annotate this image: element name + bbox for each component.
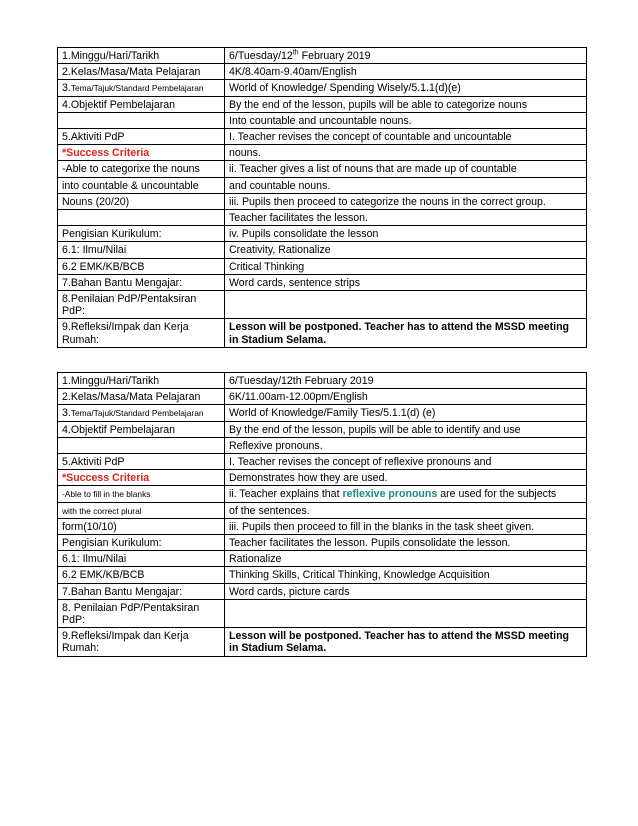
row-value: Teacher facilitates the lesson. Pupils consolidate the lesson. [225,535,587,551]
table-row [58,112,587,128]
row-label: 6.1: Ilmu/Nilai [58,242,225,258]
table-row [58,437,587,453]
table-row [58,48,587,64]
row-value: 4K/8.40am-9.40am/English [225,64,587,80]
table-row [58,193,587,209]
row-value: Reflexive pronouns. [225,437,587,453]
table-row [58,210,587,226]
table-row [58,470,587,486]
table-row [58,567,587,583]
row-value: I. Teacher revises the concept of countable and uncountable [225,129,587,145]
table-row [58,80,587,96]
table-row [58,291,587,319]
row-value: 6/Tuesday/12th February 2019 [225,373,587,389]
row-value: Word cards, picture cards [225,583,587,599]
row-label: 6.2 EMK/KB/BCB [58,258,225,274]
row-label: into countable & uncountable [58,177,225,193]
table-row [58,518,587,534]
row-label: 9.Refleksi/Impak dan Kerja Rumah: [58,628,225,656]
row-value: of the sentences. [225,502,587,518]
row-label: 3.Tema/Tajuk/Standard Pembelajaran [58,80,225,96]
table-row [58,486,587,502]
row-label: form(10/10) [58,518,225,534]
table-row [58,319,587,347]
row-label: 6.2 EMK/KB/BCB [58,567,225,583]
row-label: 4.Objektif Pembelajaran [58,421,225,437]
reflexive-pronouns-highlight: reflexive pronouns [342,488,438,501]
row-label: 2.Kelas/Masa/Mata Pelajaran [58,64,225,80]
table-row [58,628,587,656]
row-label: 4.Objektif Pembelajaran [58,96,225,112]
row-label: 1.Minggu/Hari/Tarikh [58,48,225,64]
table-row [58,129,587,145]
row-value: By the end of the lesson, pupils will be able to categorize nouns [225,96,587,112]
row-value: Creativity, Rationalize [225,242,587,258]
row-value: Thinking Skills, Critical Thinking, Knowledge Acquisition [225,567,587,583]
row-value: Word cards, sentence strips [225,274,587,290]
row-value: Teacher facilitates the lesson. [225,210,587,226]
row-label: 1.Minggu/Hari/Tarikh [58,373,225,389]
table-row [58,502,587,518]
row-value: 6/Tuesday/12th February 2019 [225,48,587,64]
table-row [58,535,587,551]
row-value: Into countable and uncountable nouns. [225,112,587,128]
row-label: 7.Bahan Bantu Mengajar: [58,274,225,290]
table-row [58,177,587,193]
table-row [58,161,587,177]
lesson-plan-table-2 [57,372,587,657]
row-label [58,210,225,226]
table-row [58,64,587,80]
row-label: 2.Kelas/Masa/Mata Pelajaran [58,389,225,405]
row-label: Pengisian Kurikulum: [58,535,225,551]
row-value: Demonstrates how they are used. [225,470,587,486]
table-row [58,583,587,599]
table-row [58,389,587,405]
row-value [225,291,587,319]
row-label: 8.Penilaian PdP/Pentaksiran PdP: [58,291,225,319]
table-row [58,226,587,242]
row-label [58,112,225,128]
row-value [225,599,587,627]
row-value: By the end of the lesson, pupils will be able to identify and use [225,421,587,437]
row-value: Rationalize [225,551,587,567]
success-criteria-label: *Success Criteria [58,145,225,161]
table-row [58,258,587,274]
row-value: nouns. [225,145,587,161]
row-value: World of Knowledge/ Spending Wisely/5.1.1(d)(e) [225,80,587,96]
table-row [58,599,587,627]
row-value: ii. Teacher explains that reflexive pronouns are used for the subjects [225,486,587,502]
row-label: 5.Aktiviti PdP [58,129,225,145]
row-label: 3.Tema/Tajuk/Standard Pembelajaran [58,405,225,421]
row-label: 9.Refleksi/Impak dan Kerja Rumah: [58,319,225,347]
row-label [58,437,225,453]
table-row [58,421,587,437]
table-row [58,405,587,421]
table-row [58,454,587,470]
row-value: Critical Thinking [225,258,587,274]
table-row [58,145,587,161]
row-value: and countable nouns. [225,177,587,193]
row-label: 8. Penilaian PdP/Pentaksiran PdP: [58,599,225,627]
row-label: 6.1: Ilmu/Nilai [58,551,225,567]
row-label: with the correct plural [58,502,225,518]
reflection-value: Lesson will be postponed. Teacher has to attend the MSSD meeting in Stadium Selama. [225,628,587,656]
row-value: World of Knowledge/Family Ties/5.1.1(d) (e) [225,405,587,421]
table-row [58,551,587,567]
table-row [58,96,587,112]
row-value: iv. Pupils consolidate the lesson [225,226,587,242]
row-value: iii. Pupils then proceed to fill in the blanks in the task sheet given. [225,518,587,534]
row-value: iii. Pupils then proceed to categorize the nouns in the correct group. [225,193,587,209]
success-criteria-label: *Success Criteria [58,470,225,486]
table-row [58,274,587,290]
lesson-plan-table-1 [57,47,587,348]
row-label: Nouns (20/20) [58,193,225,209]
row-value: 6K/11.00am-12.00pm/English [225,389,587,405]
row-label: -Able to categorixe the nouns [58,161,225,177]
row-value: I. Teacher revises the concept of reflexive pronouns and [225,454,587,470]
table-row [58,242,587,258]
reflection-value: Lesson will be postponed. Teacher has to attend the MSSD meeting in Stadium Selama. [225,319,587,347]
row-label: 5.Aktiviti PdP [58,454,225,470]
row-value: ii. Teacher gives a list of nouns that are made up of countable [225,161,587,177]
row-label: 7.Bahan Bantu Mengajar: [58,583,225,599]
row-label: Pengisian Kurikulum: [58,226,225,242]
row-label: -Able to fill in the blanks [58,486,225,502]
table-row [58,373,587,389]
